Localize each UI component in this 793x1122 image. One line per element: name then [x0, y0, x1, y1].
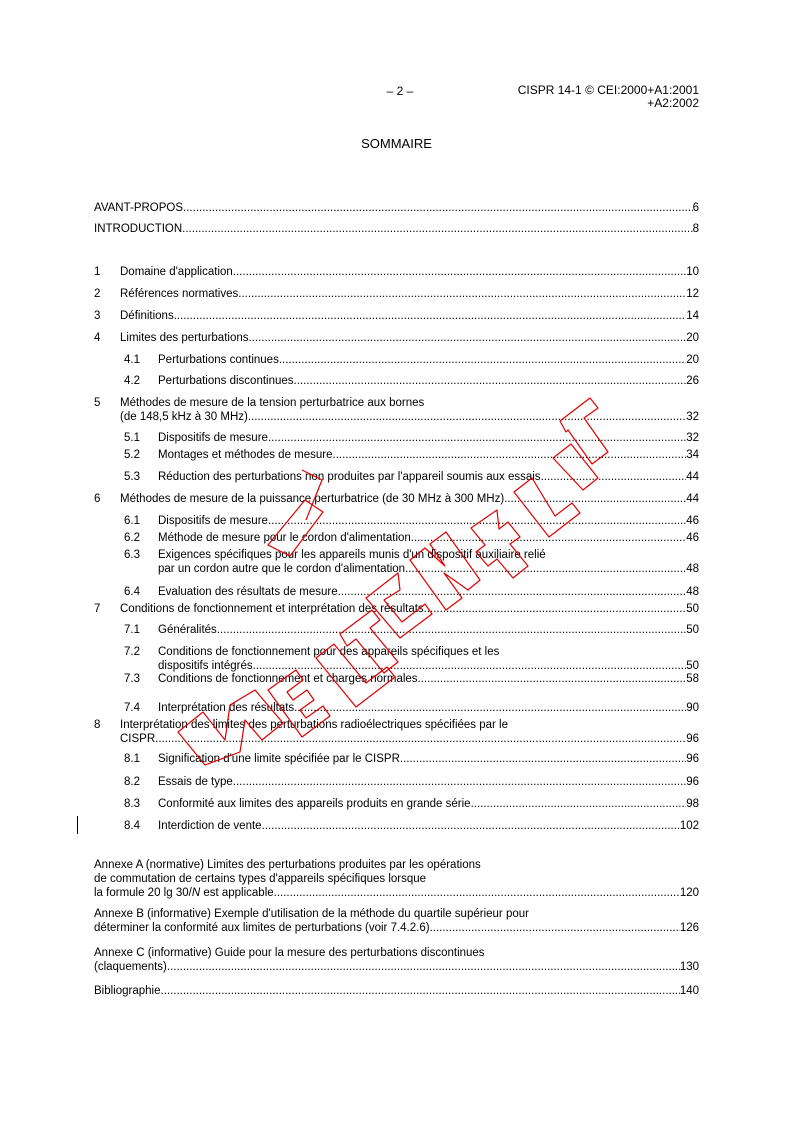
toc-leader-dots — [253, 659, 687, 673]
toc-entry[interactable] — [94, 531, 699, 545]
toc-entry-number: 1 — [94, 266, 101, 278]
toc-entry-number: 7 — [94, 603, 101, 615]
toc-entry[interactable] — [94, 645, 699, 673]
toc-entry[interactable] — [94, 548, 699, 576]
toc-entry-label: Dispositifs de mesure — [158, 432, 268, 444]
toc-entry[interactable] — [94, 470, 699, 484]
toc-entry-page: 102 — [679, 820, 699, 832]
toc-entry-number: 8.2 — [124, 776, 140, 788]
toc-entry[interactable] — [94, 672, 699, 686]
toc-entry[interactable] — [94, 201, 699, 215]
toc-entry-label: Perturbations continues — [158, 354, 279, 366]
toc-entry[interactable] — [94, 907, 699, 935]
toc-entry-page: 46 — [686, 532, 699, 544]
page-title: SOMMAIRE — [361, 136, 432, 151]
toc-entry-label: (claquements) — [94, 961, 167, 973]
toc-entry-label: (de 148,5 kHz à 30 MHz) — [120, 411, 248, 423]
toc-leader-dots — [262, 819, 680, 833]
toc-entry-page: 8 — [692, 223, 699, 235]
toc-entry-page: 48 — [686, 563, 699, 575]
toc-entry-label-line: Conditions de fonctionnement pour des appareils spécifiques et les — [158, 646, 500, 658]
toc-leader-dots — [541, 470, 687, 484]
toc-entry[interactable] — [94, 623, 699, 637]
toc-entry-page: 26 — [686, 375, 699, 387]
toc-entry-page: 12 — [686, 288, 699, 300]
toc-entry-label: Définitions — [120, 310, 174, 322]
toc-entry-number: 7.3 — [124, 673, 140, 685]
toc-leader-dots — [155, 732, 686, 746]
toc-leader-dots — [411, 531, 686, 545]
toc-entry[interactable] — [94, 353, 699, 367]
toc-entry-page: 10 — [686, 266, 699, 278]
toc-entry-label-line: Annexe A (normative) Limites des perturbations produites par les opérations — [94, 859, 481, 871]
toc-leader-dots — [400, 752, 686, 766]
toc-leader-dots — [294, 374, 687, 388]
toc-leader-dots — [238, 287, 686, 301]
toc-leader-dots — [504, 492, 686, 506]
toc-entry-label: Références normatives — [120, 288, 239, 300]
toc-leader-dots — [183, 201, 693, 215]
toc-entry-page: 98 — [686, 798, 699, 810]
toc-entry-number: 4.1 — [124, 354, 140, 366]
toc-entry-page: 34 — [686, 449, 699, 461]
toc-entry[interactable] — [94, 858, 699, 900]
toc-entry-page: 6 — [692, 202, 699, 214]
toc-entry-page: 32 — [686, 432, 699, 444]
toc-entry-label: AVANT-PROPOS — [94, 202, 184, 214]
toc-entry-label-line: de commutation de certains types d'appareils spécifiques lorsque — [94, 873, 427, 885]
toc-entry-number: 7.1 — [124, 624, 140, 636]
toc-entry-label: Méthodes de mesure de la puissance perturbatrice (de 30 MHz à 300 MHz) — [120, 493, 505, 505]
toc-entry-page: 96 — [686, 753, 699, 765]
toc-entry-page: 48 — [686, 586, 699, 598]
toc-entry-page: 50 — [686, 660, 699, 672]
toc-leader-dots — [174, 309, 687, 323]
toc-leader-dots — [338, 585, 687, 599]
toc-entry-label-line: Annexe B (informative) Exemple d'utilisation de la méthode du quartile supérieur pour — [94, 908, 529, 920]
toc-entry-label: Interdiction de vente — [158, 820, 262, 832]
change-bar — [77, 816, 78, 834]
toc-entry-page: 90 — [686, 702, 699, 714]
toc-leader-dots — [217, 623, 686, 637]
toc-entry-page: 50 — [686, 603, 699, 615]
toc-entry-number: 6.4 — [124, 586, 140, 598]
toc-entry-label: Généralités — [158, 624, 217, 636]
toc-entry[interactable] — [94, 265, 699, 279]
toc-entry-number: 7.4 — [124, 702, 140, 714]
toc-entry-label: Conditions de fonctionnement et charges normales — [158, 673, 418, 685]
toc-leader-dots — [268, 431, 686, 445]
toc-entry[interactable] — [94, 222, 699, 236]
page-number: – 2 – — [386, 84, 414, 98]
toc-entry[interactable] — [94, 819, 699, 833]
toc-entry-number: 6 — [94, 493, 101, 505]
toc-entry-number: 5.2 — [124, 449, 140, 461]
toc-entry-label: Domaine d'application — [120, 266, 233, 278]
toc-entry-number: 8.3 — [124, 798, 140, 810]
toc-entry-label: INTRODUCTION — [94, 223, 183, 235]
toc-entry-number: 6.3 — [124, 549, 140, 561]
toc-entry-label: Montages et méthodes de mesure — [158, 449, 333, 461]
toc-entry-label-line: Annexe C (informative) Guide pour la mesure des perturbations discontinues — [94, 947, 485, 959]
toc-entry-number: 6.2 — [124, 532, 140, 544]
toc-entry-label: la formule 20 lg 30/N est applicable — [94, 887, 274, 899]
toc-entry-number: 4.2 — [124, 375, 140, 387]
toc-leader-dots — [167, 960, 680, 974]
toc-entry-number: 7.2 — [124, 646, 140, 658]
toc-entry-label-line: Exigences spécifiques pour les appareils munis d'un dispositif auxiliaire relié — [158, 549, 546, 561]
toc-leader-dots — [279, 353, 686, 367]
toc-entry-label: Limites des perturbations — [120, 332, 249, 344]
toc-entry-page: 120 — [679, 887, 699, 899]
toc-entry-label: Conditions de fonctionnement et interprétation des résultats — [120, 603, 424, 615]
toc-entry-number: 8.4 — [124, 820, 140, 832]
toc-entry-number: 4 — [94, 332, 101, 344]
toc-entry-label: Méthode de mesure pour le cordon d'alimentation — [158, 532, 411, 544]
toc-entry[interactable] — [94, 514, 699, 528]
toc-entry-label: Evaluation des résultats de mesure — [158, 586, 338, 598]
toc-leader-dots — [233, 265, 686, 279]
toc-entry-number: 5.1 — [124, 432, 140, 444]
toc-entry-page: 58 — [686, 673, 699, 685]
toc-entry-label: Essais de type — [158, 776, 233, 788]
toc-entry-page: 44 — [686, 493, 699, 505]
toc-entry-page: 96 — [686, 776, 699, 788]
toc-entry[interactable] — [94, 309, 699, 323]
toc-entry-label: Interprétation des résultats — [158, 702, 295, 714]
toc-leader-dots — [405, 562, 686, 576]
toc-entry-label: Signification d'une limite spécifiée par le CISPR — [158, 753, 400, 765]
toc-entry-label: Perturbations discontinues — [158, 375, 294, 387]
toc-entry-number: 8.1 — [124, 753, 140, 765]
toc-entry-page: 50 — [686, 624, 699, 636]
toc-entry[interactable] — [94, 585, 699, 599]
toc-entry-page: 44 — [686, 471, 699, 483]
toc-leader-dots — [294, 701, 686, 715]
toc-entry-label: CISPR — [120, 733, 156, 745]
toc-entry-label: Bibliographie — [94, 985, 161, 997]
toc-entry-label: Dispositifs de mesure — [158, 515, 268, 527]
toc-entry[interactable] — [94, 946, 699, 974]
toc-entry-label: Réduction des perturbations non produites par l'appareil soumis aux essais — [158, 471, 541, 483]
toc-entry-label: par un cordon autre que le cordon d'alimentation — [158, 563, 406, 575]
toc-leader-dots — [274, 886, 680, 900]
toc-leader-dots — [424, 602, 687, 616]
toc-entry-label: dispositifs intégrés — [158, 660, 253, 672]
toc-entry[interactable] — [94, 752, 699, 766]
toc-entry[interactable] — [94, 602, 699, 616]
toc-entry[interactable] — [94, 492, 699, 506]
toc-entry-page: 126 — [679, 922, 699, 934]
toc-leader-dots — [471, 797, 687, 811]
toc-leader-dots — [430, 921, 680, 935]
toc-entry-number: 2 — [94, 288, 101, 300]
toc-entry-label-line: Interprétation des limites des perturbations radioélectriques spécifiées par le — [120, 719, 509, 731]
toc-entry-number: 5.3 — [124, 471, 140, 483]
document-reference-line2: +A2:2002 — [647, 96, 699, 110]
toc-entry-number: 3 — [94, 310, 101, 322]
toc-leader-dots — [418, 672, 687, 686]
toc-leader-dots — [182, 222, 692, 236]
toc-entry-page: 20 — [686, 332, 699, 344]
toc-entry[interactable] — [94, 718, 699, 746]
toc-leader-dots — [233, 775, 686, 789]
toc-entry-page: 96 — [686, 733, 699, 745]
document-reference — [518, 84, 699, 110]
toc-leader-dots — [248, 331, 686, 345]
toc-entry-page: 14 — [686, 310, 699, 322]
toc-leader-dots — [248, 410, 686, 424]
toc-leader-dots — [268, 514, 686, 528]
toc-entry-label: déterminer la conformité aux limites de perturbations (voir 7.4.2.6) — [94, 922, 430, 934]
toc-entry[interactable] — [94, 396, 699, 424]
toc-entry-label-line: Méthodes de mesure de la tension perturbatrice aux bornes — [120, 397, 425, 409]
toc-entry-page: 20 — [686, 354, 699, 366]
toc-entry-number: 5 — [94, 397, 101, 409]
toc-entry-page: 130 — [679, 961, 699, 973]
toc-entry[interactable] — [94, 431, 699, 445]
toc-entry[interactable] — [94, 448, 699, 462]
toc-leader-dots — [161, 984, 680, 998]
toc-entry[interactable] — [94, 331, 699, 345]
toc-entry-page: 140 — [679, 985, 699, 997]
toc-entry-label: Conformité aux limites des appareils produits en grande série — [158, 798, 471, 810]
toc-entry[interactable] — [94, 984, 699, 998]
toc-leader-dots — [333, 448, 687, 462]
toc-entry[interactable] — [94, 701, 699, 715]
document-reference-line1: CISPR 14-1 © CEI:2000+A1:2001 — [517, 83, 699, 97]
toc-entry[interactable] — [94, 797, 699, 811]
toc-entry[interactable] — [94, 374, 699, 388]
toc-entry[interactable] — [94, 287, 699, 301]
toc-entry-number: 6.1 — [124, 515, 140, 527]
toc-entry-page: 46 — [686, 515, 699, 527]
toc-entry-page: 32 — [686, 411, 699, 423]
toc-entry[interactable] — [94, 775, 699, 789]
toc-entry-number: 8 — [94, 719, 101, 731]
